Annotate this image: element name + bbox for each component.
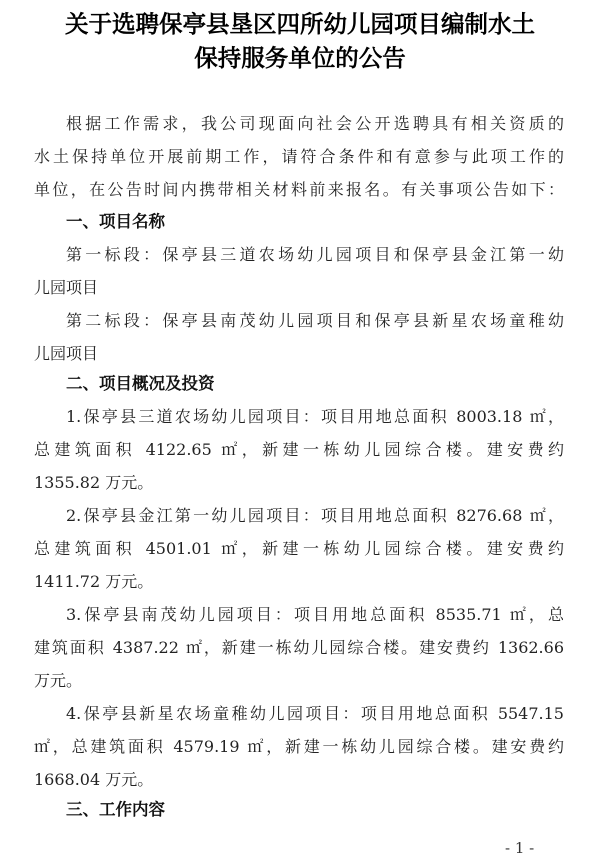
item1-line-2: 总建筑面积 4122.65 ㎡，新建一栋幼儿园综合楼。建安费约 <box>34 440 564 459</box>
intro-line-3: 单位，在公告时间内携带相关材料前来报名。有关事项公告如下： <box>34 180 564 199</box>
section-heading-project-name: 一、项目名称 <box>66 212 165 231</box>
section-heading-overview: 二、项目概况及投资 <box>66 374 215 393</box>
item2-line-1: 2.保亭县金江第一幼儿园项目：项目用地总面积 8276.68 ㎡， <box>66 506 564 525</box>
lot2-line-2: 儿园项目 <box>34 344 99 363</box>
lot2-line-1: 第二标段：保亭县南茂幼儿园项目和保亭县新星农场童稚幼 <box>66 311 564 330</box>
item4-line-1: 4.保亭县新星农场童稚幼儿园项目：项目用地总面积 5547.15 <box>66 704 564 723</box>
item2-line-3: 1411.72 万元。 <box>34 572 154 591</box>
document-title-line-2: 保持服务单位的公告 <box>194 44 406 72</box>
lot1-line-2: 儿园项目 <box>34 278 99 297</box>
item3-line-3: 万元。 <box>34 671 83 690</box>
item4-line-2: ㎡，总建筑面积 4579.19 ㎡，新建一栋幼儿园综合楼。建安费约 <box>34 737 564 756</box>
item2-line-2: 总建筑面积 4501.01 ㎡，新建一栋幼儿园综合楼。建安费约 <box>34 539 564 558</box>
page-number: - 1 - <box>505 839 535 857</box>
item4-line-3: 1668.04 万元。 <box>34 770 154 789</box>
section-heading-work-content: 三、工作内容 <box>66 800 165 819</box>
item3-line-2: 建筑面积 4387.22 ㎡，新建一栋幼儿园综合楼。建安费约 1362.66 <box>34 638 564 657</box>
item1-line-3: 1355.82 万元。 <box>34 473 154 492</box>
intro-line-2: 水土保持单位开展前期工作，请符合条件和有意参与此项工作的 <box>34 147 564 166</box>
lot1-line-1: 第一标段：保亭县三道农场幼儿园项目和保亭县金江第一幼 <box>66 245 564 264</box>
document-title-line-1: 关于选聘保亭县垦区四所幼儿园项目编制水土 <box>65 10 535 38</box>
intro-line-1: 根据工作需求，我公司现面向社会公开选聘具有相关资质的 <box>66 114 564 133</box>
item1-line-1: 1.保亭县三道农场幼儿园项目：项目用地总面积 8003.18 ㎡， <box>66 407 564 426</box>
item3-line-1: 3.保亭县南茂幼儿园项目：项目用地总面积 8535.71 ㎡，总 <box>66 605 564 624</box>
